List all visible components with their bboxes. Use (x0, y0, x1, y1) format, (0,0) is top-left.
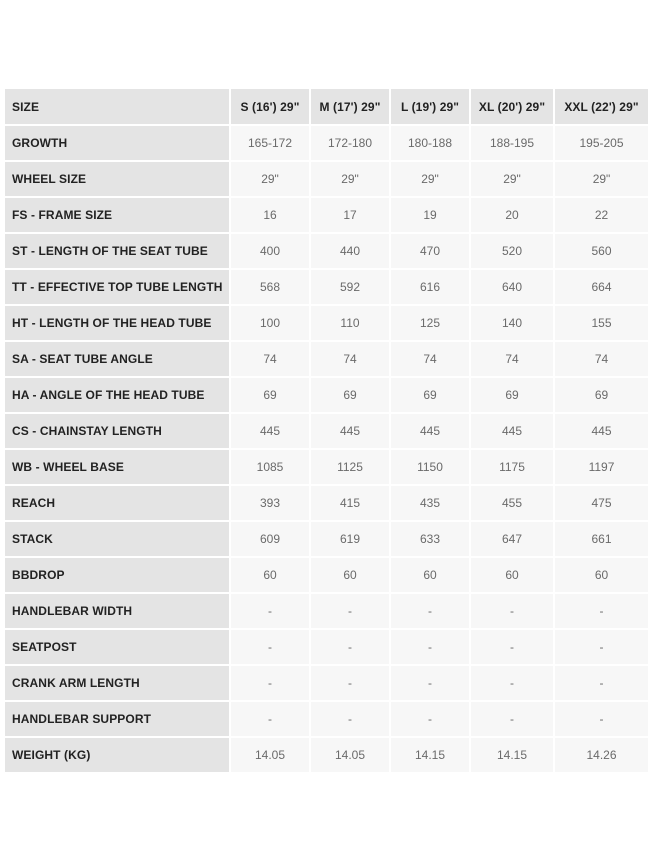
cell-size-l: - (391, 630, 469, 664)
table-row (5, 630, 648, 664)
cell-size-l: - (391, 594, 469, 628)
cell-size-xxl: 155 (555, 306, 648, 340)
cell-size-xxl: 74 (555, 342, 648, 376)
cell-size-s: 16 (231, 198, 309, 232)
cell-size-s: 568 (231, 270, 309, 304)
row-label: WB - WHEEL BASE (5, 450, 229, 484)
cell-size-xxl: - (555, 594, 648, 628)
cell-size-xxl: - (555, 630, 648, 664)
table-row (5, 666, 648, 700)
cell-size-xl: 74 (471, 342, 553, 376)
cell-size-m: - (311, 666, 389, 700)
table-row (5, 306, 648, 340)
table-row (5, 558, 648, 592)
header-size-xxl: XXL (22') 29" (555, 89, 648, 124)
table-row (5, 738, 648, 772)
table-row (5, 198, 648, 232)
table-row (5, 702, 648, 736)
cell-size-m: - (311, 594, 389, 628)
cell-size-xxl: 445 (555, 414, 648, 448)
table-row (5, 126, 648, 160)
cell-size-xxl: - (555, 702, 648, 736)
table-row (5, 270, 648, 304)
cell-size-xl: 640 (471, 270, 553, 304)
cell-size-m: 29" (311, 162, 389, 196)
cell-size-s: 1085 (231, 450, 309, 484)
cell-size-s: 69 (231, 378, 309, 412)
cell-size-xl: 520 (471, 234, 553, 268)
cell-size-xxl: 661 (555, 522, 648, 556)
cell-size-s: - (231, 630, 309, 664)
header-size-m: M (17') 29" (311, 89, 389, 124)
cell-size-m: 17 (311, 198, 389, 232)
row-label: STACK (5, 522, 229, 556)
row-label: SEATPOST (5, 630, 229, 664)
header-row (5, 89, 648, 124)
row-label: HANDLEBAR WIDTH (5, 594, 229, 628)
row-label: HT - LENGTH OF THE HEAD TUBE (5, 306, 229, 340)
cell-size-l: 633 (391, 522, 469, 556)
cell-size-m: 110 (311, 306, 389, 340)
cell-size-l: 74 (391, 342, 469, 376)
cell-size-s: - (231, 666, 309, 700)
cell-size-xl: - (471, 594, 553, 628)
cell-size-xl: 29" (471, 162, 553, 196)
table-row (5, 450, 648, 484)
table-row (5, 162, 648, 196)
cell-size-s: 609 (231, 522, 309, 556)
cell-size-xl: 1175 (471, 450, 553, 484)
table-row (5, 378, 648, 412)
cell-size-xl: 140 (471, 306, 553, 340)
cell-size-l: 29" (391, 162, 469, 196)
row-label: SA - SEAT TUBE ANGLE (5, 342, 229, 376)
cell-size-l: 69 (391, 378, 469, 412)
cell-size-m: 445 (311, 414, 389, 448)
cell-size-xxl: 22 (555, 198, 648, 232)
cell-size-xl: - (471, 702, 553, 736)
cell-size-l: 180-188 (391, 126, 469, 160)
row-label: CRANK ARM LENGTH (5, 666, 229, 700)
cell-size-s: 400 (231, 234, 309, 268)
table-row (5, 414, 648, 448)
cell-size-xxl: 560 (555, 234, 648, 268)
cell-size-m: 415 (311, 486, 389, 520)
cell-size-l: 125 (391, 306, 469, 340)
cell-size-m: - (311, 702, 389, 736)
row-label: WHEEL SIZE (5, 162, 229, 196)
table-body (5, 126, 648, 772)
cell-size-l: 1150 (391, 450, 469, 484)
row-label: REACH (5, 486, 229, 520)
cell-size-l: 616 (391, 270, 469, 304)
row-label: HA - ANGLE OF THE HEAD TUBE (5, 378, 229, 412)
table-row (5, 234, 648, 268)
cell-size-l: 470 (391, 234, 469, 268)
cell-size-s: - (231, 594, 309, 628)
cell-size-s: 60 (231, 558, 309, 592)
cell-size-xl: 188-195 (471, 126, 553, 160)
row-label: FS - FRAME SIZE (5, 198, 229, 232)
row-label: BBDROP (5, 558, 229, 592)
cell-size-l: 445 (391, 414, 469, 448)
cell-size-s: 393 (231, 486, 309, 520)
table-row (5, 522, 648, 556)
table-row (5, 342, 648, 376)
cell-size-s: 165-172 (231, 126, 309, 160)
header-size-s: S (16') 29" (231, 89, 309, 124)
cell-size-l: - (391, 702, 469, 736)
cell-size-m: 69 (311, 378, 389, 412)
cell-size-xxl: 1197 (555, 450, 648, 484)
cell-size-xxl: 664 (555, 270, 648, 304)
cell-size-s: 100 (231, 306, 309, 340)
cell-size-l: 14.15 (391, 738, 469, 772)
cell-size-xl: 445 (471, 414, 553, 448)
cell-size-xxl: 60 (555, 558, 648, 592)
cell-size-xxl: 475 (555, 486, 648, 520)
cell-size-xxl: 195-205 (555, 126, 648, 160)
row-label: WEIGHT (KG) (5, 738, 229, 772)
header-size-l: L (19') 29" (391, 89, 469, 124)
cell-size-s: 445 (231, 414, 309, 448)
table-row (5, 594, 648, 628)
cell-size-xl: 20 (471, 198, 553, 232)
cell-size-s: 74 (231, 342, 309, 376)
cell-size-s: 14.05 (231, 738, 309, 772)
cell-size-m: 60 (311, 558, 389, 592)
cell-size-l: - (391, 666, 469, 700)
cell-size-xxl: 29" (555, 162, 648, 196)
cell-size-xxl: 69 (555, 378, 648, 412)
row-label: TT - EFFECTIVE TOP TUBE LENGTH (5, 270, 229, 304)
cell-size-xl: - (471, 666, 553, 700)
cell-size-m: 592 (311, 270, 389, 304)
table-header (5, 89, 648, 124)
row-label: GROWTH (5, 126, 229, 160)
cell-size-m: 74 (311, 342, 389, 376)
row-label: HANDLEBAR SUPPORT (5, 702, 229, 736)
cell-size-xxl: - (555, 666, 648, 700)
cell-size-l: 60 (391, 558, 469, 592)
cell-size-m: - (311, 630, 389, 664)
cell-size-s: - (231, 702, 309, 736)
cell-size-l: 19 (391, 198, 469, 232)
row-label: CS - CHAINSTAY LENGTH (5, 414, 229, 448)
cell-size-m: 619 (311, 522, 389, 556)
cell-size-m: 172-180 (311, 126, 389, 160)
row-label: ST - LENGTH OF THE SEAT TUBE (5, 234, 229, 268)
cell-size-xl: 69 (471, 378, 553, 412)
cell-size-l: 435 (391, 486, 469, 520)
geometry-table (3, 87, 648, 774)
cell-size-m: 1125 (311, 450, 389, 484)
cell-size-xl: 455 (471, 486, 553, 520)
cell-size-m: 440 (311, 234, 389, 268)
cell-size-xl: 647 (471, 522, 553, 556)
table-row (5, 486, 648, 520)
header-size-xl: XL (20') 29" (471, 89, 553, 124)
cell-size-xl: - (471, 630, 553, 664)
header-label: SIZE (5, 89, 229, 124)
cell-size-xl: 14.15 (471, 738, 553, 772)
cell-size-s: 29" (231, 162, 309, 196)
cell-size-m: 14.05 (311, 738, 389, 772)
cell-size-xl: 60 (471, 558, 553, 592)
cell-size-xxl: 14.26 (555, 738, 648, 772)
